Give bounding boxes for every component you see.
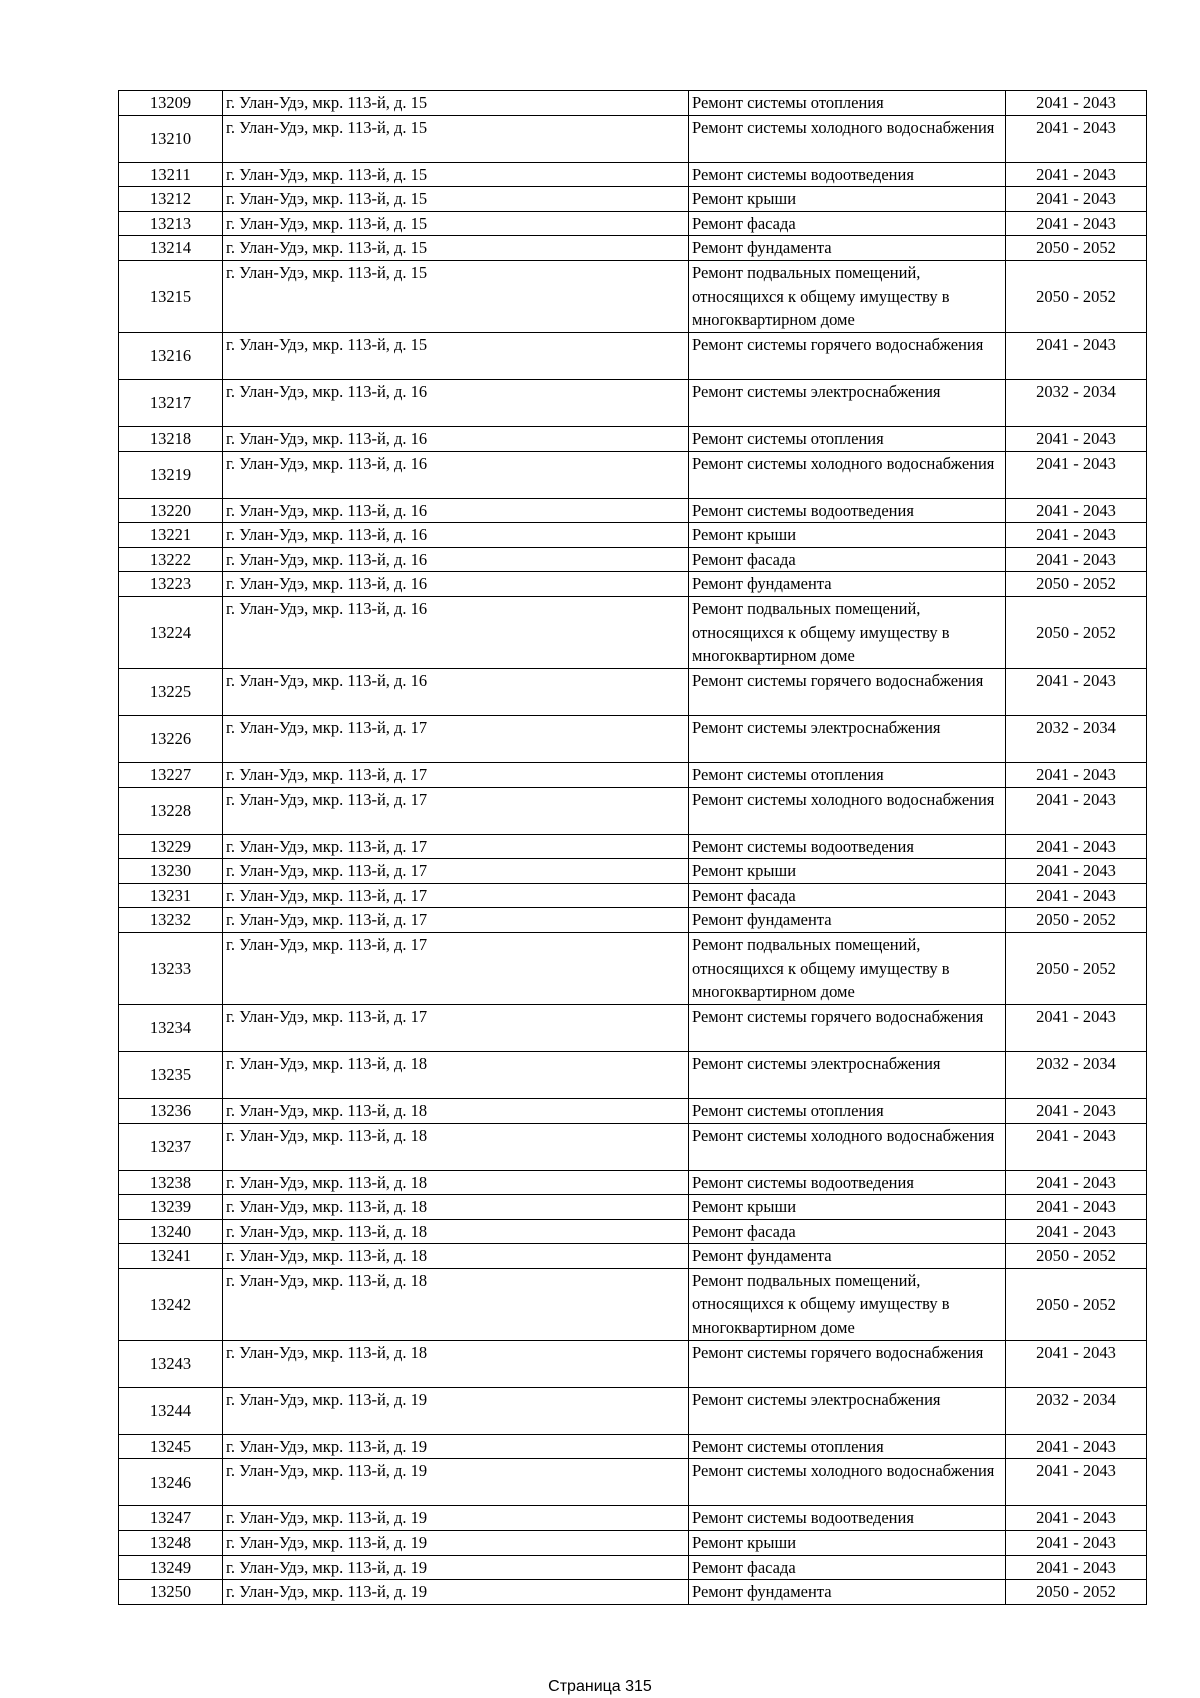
row-address: г. Улан-Удэ, мкр. 113-й, д. 17	[223, 715, 689, 762]
row-address: г. Улан-Удэ, мкр. 113-й, д. 17	[223, 1004, 689, 1051]
row-address: г. Улан-Удэ, мкр. 113-й, д. 17	[223, 883, 689, 908]
row-period: 2050 - 2052	[1006, 236, 1147, 261]
row-number: 13222	[119, 547, 223, 572]
row-address: г. Улан-Удэ, мкр. 113-й, д. 16	[223, 596, 689, 668]
row-work-type: Ремонт системы холодного водоснабжения	[689, 115, 1006, 162]
row-work-type: Ремонт фасада	[689, 883, 1006, 908]
row-number: 13216	[119, 332, 223, 379]
row-address: г. Улан-Удэ, мкр. 113-й, д. 16	[223, 572, 689, 597]
table-row	[119, 1244, 1147, 1269]
table-row	[119, 211, 1147, 236]
table-row	[119, 523, 1147, 548]
table-row	[119, 1555, 1147, 1580]
table-row	[119, 1506, 1147, 1531]
row-work-type: Ремонт системы электроснабжения	[689, 1051, 1006, 1098]
table-row	[119, 1123, 1147, 1170]
row-number: 13223	[119, 572, 223, 597]
row-address: г. Улан-Удэ, мкр. 113-й, д. 18	[223, 1340, 689, 1387]
row-period: 2041 - 2043	[1006, 115, 1147, 162]
row-address: г. Улан-Удэ, мкр. 113-й, д. 17	[223, 932, 689, 1004]
row-address: г. Улан-Удэ, мкр. 113-й, д. 19	[223, 1459, 689, 1506]
table-row	[119, 1268, 1147, 1340]
table-row	[119, 498, 1147, 523]
row-address: г. Улан-Удэ, мкр. 113-й, д. 18	[223, 1170, 689, 1195]
table-row	[119, 1387, 1147, 1434]
row-number: 13249	[119, 1555, 223, 1580]
row-work-type: Ремонт системы отопления	[689, 762, 1006, 787]
row-address: г. Улан-Удэ, мкр. 113-й, д. 15	[223, 260, 689, 332]
row-number: 13218	[119, 426, 223, 451]
row-period: 2032 - 2034	[1006, 1051, 1147, 1098]
row-number: 13229	[119, 834, 223, 859]
row-number: 13210	[119, 115, 223, 162]
row-period: 2041 - 2043	[1006, 1098, 1147, 1123]
row-address: г. Улан-Удэ, мкр. 113-й, д. 16	[223, 523, 689, 548]
table-row	[119, 1340, 1147, 1387]
table-row	[119, 162, 1147, 187]
row-address: г. Улан-Удэ, мкр. 113-й, д. 19	[223, 1506, 689, 1531]
row-work-type: Ремонт системы горячего водоснабжения	[689, 1340, 1006, 1387]
row-number: 13213	[119, 211, 223, 236]
row-work-type: Ремонт крыши	[689, 523, 1006, 548]
row-work-type: Ремонт системы водоотведения	[689, 1170, 1006, 1195]
row-work-type: Ремонт системы водоотведения	[689, 834, 1006, 859]
row-work-type: Ремонт фасада	[689, 547, 1006, 572]
table-row	[119, 883, 1147, 908]
table-row	[119, 236, 1147, 261]
row-address: г. Улан-Удэ, мкр. 113-й, д. 15	[223, 211, 689, 236]
table-row	[119, 91, 1147, 116]
row-address: г. Улан-Удэ, мкр. 113-й, д. 16	[223, 668, 689, 715]
row-work-type: Ремонт системы отопления	[689, 1434, 1006, 1459]
row-address: г. Улан-Удэ, мкр. 113-й, д. 17	[223, 787, 689, 834]
row-period: 2041 - 2043	[1006, 547, 1147, 572]
table-row	[119, 1098, 1147, 1123]
table-row	[119, 1219, 1147, 1244]
row-period: 2041 - 2043	[1006, 426, 1147, 451]
table-row	[119, 379, 1147, 426]
row-work-type: Ремонт крыши	[689, 187, 1006, 212]
row-work-type: Ремонт крыши	[689, 1531, 1006, 1556]
row-period: 2050 - 2052	[1006, 1244, 1147, 1269]
table-row	[119, 1531, 1147, 1556]
row-address: г. Улан-Удэ, мкр. 113-й, д. 18	[223, 1098, 689, 1123]
row-period: 2050 - 2052	[1006, 932, 1147, 1004]
row-number: 13214	[119, 236, 223, 261]
table-row	[119, 1434, 1147, 1459]
table-row	[119, 834, 1147, 859]
row-number: 13221	[119, 523, 223, 548]
row-period: 2041 - 2043	[1006, 1004, 1147, 1051]
row-work-type: Ремонт системы горячего водоснабжения	[689, 332, 1006, 379]
row-period: 2041 - 2043	[1006, 1340, 1147, 1387]
table-row	[119, 332, 1147, 379]
row-number: 13250	[119, 1580, 223, 1605]
row-work-type: Ремонт системы холодного водоснабжения	[689, 1459, 1006, 1506]
row-number: 13247	[119, 1506, 223, 1531]
row-work-type: Ремонт фундамента	[689, 572, 1006, 597]
row-period: 2041 - 2043	[1006, 1219, 1147, 1244]
row-number: 13212	[119, 187, 223, 212]
row-period: 2041 - 2043	[1006, 1434, 1147, 1459]
table-row	[119, 1004, 1147, 1051]
row-address: г. Улан-Удэ, мкр. 113-й, д. 18	[223, 1051, 689, 1098]
table-row	[119, 572, 1147, 597]
row-period: 2041 - 2043	[1006, 1459, 1147, 1506]
row-work-type: Ремонт системы электроснабжения	[689, 379, 1006, 426]
row-work-type: Ремонт подвальных помещений, относящихся к общему имуществу в многоквартирном доме	[689, 1268, 1006, 1340]
row-number: 13239	[119, 1195, 223, 1220]
row-number: 13211	[119, 162, 223, 187]
row-address: г. Улан-Удэ, мкр. 113-й, д. 15	[223, 91, 689, 116]
row-number: 13238	[119, 1170, 223, 1195]
table-row	[119, 115, 1147, 162]
row-work-type: Ремонт системы водоотведения	[689, 1506, 1006, 1531]
page-number: Страница 315	[548, 1678, 652, 1695]
row-work-type: Ремонт подвальных помещений, относящихся к общему имуществу в многоквартирном доме	[689, 932, 1006, 1004]
row-work-type: Ремонт фасада	[689, 1219, 1006, 1244]
row-address: г. Улан-Удэ, мкр. 113-й, д. 19	[223, 1580, 689, 1605]
table-row	[119, 932, 1147, 1004]
row-number: 13248	[119, 1531, 223, 1556]
row-period: 2041 - 2043	[1006, 162, 1147, 187]
table-row	[119, 668, 1147, 715]
row-period: 2041 - 2043	[1006, 762, 1147, 787]
row-period: 2041 - 2043	[1006, 523, 1147, 548]
row-period: 2041 - 2043	[1006, 91, 1147, 116]
row-period: 2032 - 2034	[1006, 379, 1147, 426]
row-address: г. Улан-Удэ, мкр. 113-й, д. 18	[223, 1268, 689, 1340]
row-work-type: Ремонт подвальных помещений, относящихся к общему имуществу в многоквартирном доме	[689, 596, 1006, 668]
row-period: 2050 - 2052	[1006, 596, 1147, 668]
row-work-type: Ремонт системы водоотведения	[689, 162, 1006, 187]
row-address: г. Улан-Удэ, мкр. 113-й, д. 18	[223, 1123, 689, 1170]
row-work-type: Ремонт фундамента	[689, 908, 1006, 933]
row-address: г. Улан-Удэ, мкр. 113-й, д. 19	[223, 1434, 689, 1459]
row-number: 13230	[119, 859, 223, 884]
row-number: 13232	[119, 908, 223, 933]
row-number: 13224	[119, 596, 223, 668]
row-work-type: Ремонт системы холодного водоснабжения	[689, 787, 1006, 834]
row-period: 2041 - 2043	[1006, 1506, 1147, 1531]
row-period: 2041 - 2043	[1006, 451, 1147, 498]
table-row	[119, 451, 1147, 498]
row-work-type: Ремонт системы отопления	[689, 426, 1006, 451]
table-row	[119, 787, 1147, 834]
row-address: г. Улан-Удэ, мкр. 113-й, д. 19	[223, 1531, 689, 1556]
row-period: 2041 - 2043	[1006, 787, 1147, 834]
row-work-type: Ремонт системы отопления	[689, 1098, 1006, 1123]
row-period: 2032 - 2034	[1006, 1387, 1147, 1434]
row-address: г. Улан-Удэ, мкр. 113-й, д. 16	[223, 498, 689, 523]
row-number: 13227	[119, 762, 223, 787]
row-number: 13241	[119, 1244, 223, 1269]
row-period: 2050 - 2052	[1006, 1580, 1147, 1605]
row-address: г. Улан-Удэ, мкр. 113-й, д. 17	[223, 908, 689, 933]
row-period: 2041 - 2043	[1006, 1170, 1147, 1195]
row-number: 13236	[119, 1098, 223, 1123]
row-period: 2050 - 2052	[1006, 572, 1147, 597]
table-row	[119, 1580, 1147, 1605]
row-address: г. Улан-Удэ, мкр. 113-й, д. 17	[223, 834, 689, 859]
works-table	[118, 90, 1147, 1605]
row-period: 2041 - 2043	[1006, 834, 1147, 859]
table-row	[119, 762, 1147, 787]
row-address: г. Улан-Удэ, мкр. 113-й, д. 17	[223, 859, 689, 884]
row-number: 13217	[119, 379, 223, 426]
row-work-type: Ремонт системы электроснабжения	[689, 715, 1006, 762]
row-number: 13235	[119, 1051, 223, 1098]
row-period: 2041 - 2043	[1006, 668, 1147, 715]
row-number: 13225	[119, 668, 223, 715]
row-number: 13240	[119, 1219, 223, 1244]
row-number: 13215	[119, 260, 223, 332]
table-row	[119, 715, 1147, 762]
row-period: 2041 - 2043	[1006, 498, 1147, 523]
row-number: 13234	[119, 1004, 223, 1051]
row-address: г. Улан-Удэ, мкр. 113-й, д. 19	[223, 1555, 689, 1580]
row-period: 2032 - 2034	[1006, 715, 1147, 762]
row-period: 2041 - 2043	[1006, 859, 1147, 884]
row-period: 2050 - 2052	[1006, 260, 1147, 332]
row-period: 2041 - 2043	[1006, 332, 1147, 379]
table-row	[119, 187, 1147, 212]
row-number: 13209	[119, 91, 223, 116]
row-number: 13233	[119, 932, 223, 1004]
table-row	[119, 1459, 1147, 1506]
row-number: 13231	[119, 883, 223, 908]
table-row	[119, 1195, 1147, 1220]
row-work-type: Ремонт крыши	[689, 859, 1006, 884]
row-address: г. Улан-Удэ, мкр. 113-й, д. 15	[223, 236, 689, 261]
row-work-type: Ремонт системы горячего водоснабжения	[689, 1004, 1006, 1051]
row-work-type: Ремонт крыши	[689, 1195, 1006, 1220]
table-row	[119, 908, 1147, 933]
row-period: 2050 - 2052	[1006, 1268, 1147, 1340]
row-work-type: Ремонт системы холодного водоснабжения	[689, 1123, 1006, 1170]
row-period: 2041 - 2043	[1006, 1555, 1147, 1580]
row-number: 13220	[119, 498, 223, 523]
row-number: 13219	[119, 451, 223, 498]
row-address: г. Улан-Удэ, мкр. 113-й, д. 19	[223, 1387, 689, 1434]
table-row	[119, 547, 1147, 572]
row-period: 2041 - 2043	[1006, 187, 1147, 212]
row-address: г. Улан-Удэ, мкр. 113-й, д. 15	[223, 162, 689, 187]
row-period: 2041 - 2043	[1006, 1531, 1147, 1556]
row-number: 13245	[119, 1434, 223, 1459]
row-number: 13246	[119, 1459, 223, 1506]
row-number: 13237	[119, 1123, 223, 1170]
table-row	[119, 260, 1147, 332]
row-address: г. Улан-Удэ, мкр. 113-й, д. 16	[223, 451, 689, 498]
row-number: 13244	[119, 1387, 223, 1434]
row-work-type: Ремонт системы горячего водоснабжения	[689, 668, 1006, 715]
row-work-type: Ремонт системы холодного водоснабжения	[689, 451, 1006, 498]
table-row	[119, 1170, 1147, 1195]
row-address: г. Улан-Удэ, мкр. 113-й, д. 18	[223, 1244, 689, 1269]
row-work-type: Ремонт системы электроснабжения	[689, 1387, 1006, 1434]
row-work-type: Ремонт подвальных помещений, относящихся к общему имуществу в многоквартирном доме	[689, 260, 1006, 332]
row-address: г. Улан-Удэ, мкр. 113-й, д. 17	[223, 762, 689, 787]
row-work-type: Ремонт фундамента	[689, 1580, 1006, 1605]
row-address: г. Улан-Удэ, мкр. 113-й, д. 15	[223, 115, 689, 162]
row-address: г. Улан-Удэ, мкр. 113-й, д. 16	[223, 426, 689, 451]
row-work-type: Ремонт системы водоотведения	[689, 498, 1006, 523]
table-row	[119, 596, 1147, 668]
row-number: 13243	[119, 1340, 223, 1387]
row-work-type: Ремонт системы отопления	[689, 91, 1006, 116]
row-period: 2041 - 2043	[1006, 1123, 1147, 1170]
row-address: г. Улан-Удэ, мкр. 113-й, д. 15	[223, 332, 689, 379]
table-body	[119, 91, 1147, 1605]
row-work-type: Ремонт фундамента	[689, 236, 1006, 261]
row-address: г. Улан-Удэ, мкр. 113-й, д. 15	[223, 187, 689, 212]
row-address: г. Улан-Удэ, мкр. 113-й, д. 18	[223, 1195, 689, 1220]
row-work-type: Ремонт фасада	[689, 211, 1006, 236]
row-work-type: Ремонт фасада	[689, 1555, 1006, 1580]
row-address: г. Улан-Удэ, мкр. 113-й, д. 16	[223, 547, 689, 572]
table-row	[119, 426, 1147, 451]
table-row	[119, 859, 1147, 884]
row-period: 2041 - 2043	[1006, 211, 1147, 236]
row-number: 13228	[119, 787, 223, 834]
row-period: 2050 - 2052	[1006, 908, 1147, 933]
row-number: 13242	[119, 1268, 223, 1340]
row-address: г. Улан-Удэ, мкр. 113-й, д. 18	[223, 1219, 689, 1244]
row-address: г. Улан-Удэ, мкр. 113-й, д. 16	[223, 379, 689, 426]
row-period: 2041 - 2043	[1006, 883, 1147, 908]
row-number: 13226	[119, 715, 223, 762]
table-row	[119, 1051, 1147, 1098]
row-period: 2041 - 2043	[1006, 1195, 1147, 1220]
row-work-type: Ремонт фундамента	[689, 1244, 1006, 1269]
